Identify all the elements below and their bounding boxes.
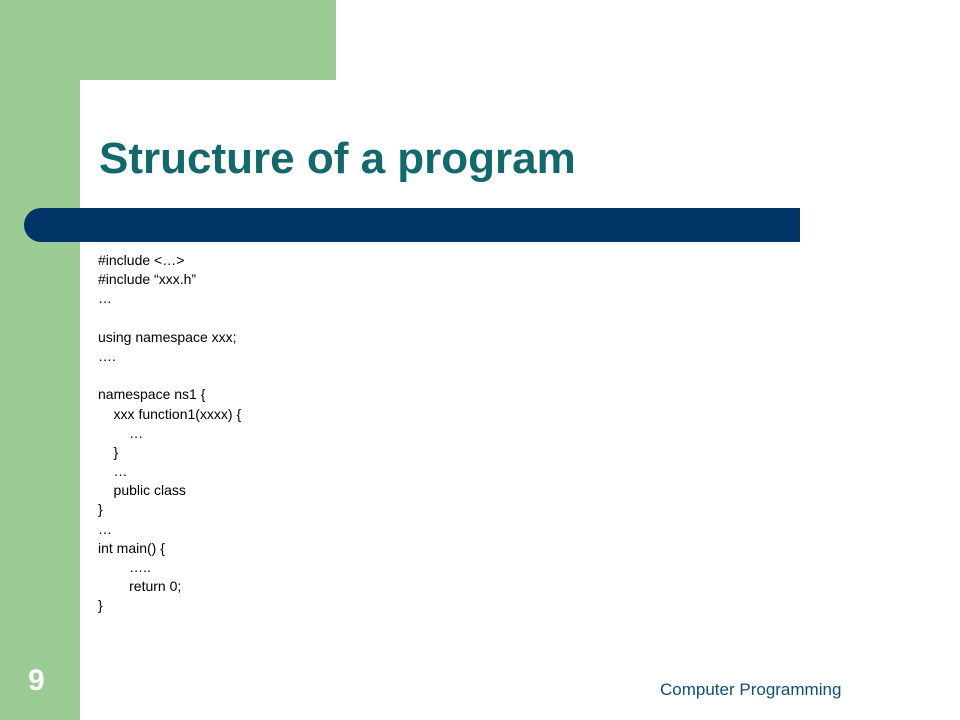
code-line: … (98, 290, 112, 307)
code-line: namespace ns1 { (98, 386, 206, 403)
code-line (98, 366, 241, 385)
code-line: } (98, 443, 119, 460)
code-line: } (98, 597, 103, 614)
code-line: … (98, 520, 112, 537)
code-line: xxx function1(xxxx) { (98, 405, 242, 422)
slide-title: Structure of a program (99, 134, 576, 183)
code-line: …. (98, 347, 116, 364)
code-line: using namespace xxx; (98, 328, 237, 345)
code-line: } (98, 501, 103, 518)
code-line: #include “xxx.h” (98, 271, 197, 288)
footer-text: Computer Programming (660, 680, 842, 699)
left-decorative-band (0, 0, 80, 720)
code-line: int main() { (98, 539, 165, 556)
slide-number: 9 (28, 664, 45, 697)
title-underline-bar (24, 208, 800, 242)
code-line: … (98, 424, 144, 441)
top-decorative-band (0, 0, 336, 80)
code-line: … (98, 463, 128, 480)
code-line: #include <…> (98, 252, 185, 268)
code-block (98, 251, 241, 616)
code-line (98, 309, 241, 328)
code-line: ….. (98, 559, 151, 575)
code-line: public class (98, 482, 186, 499)
code-line: return 0; (98, 578, 182, 595)
